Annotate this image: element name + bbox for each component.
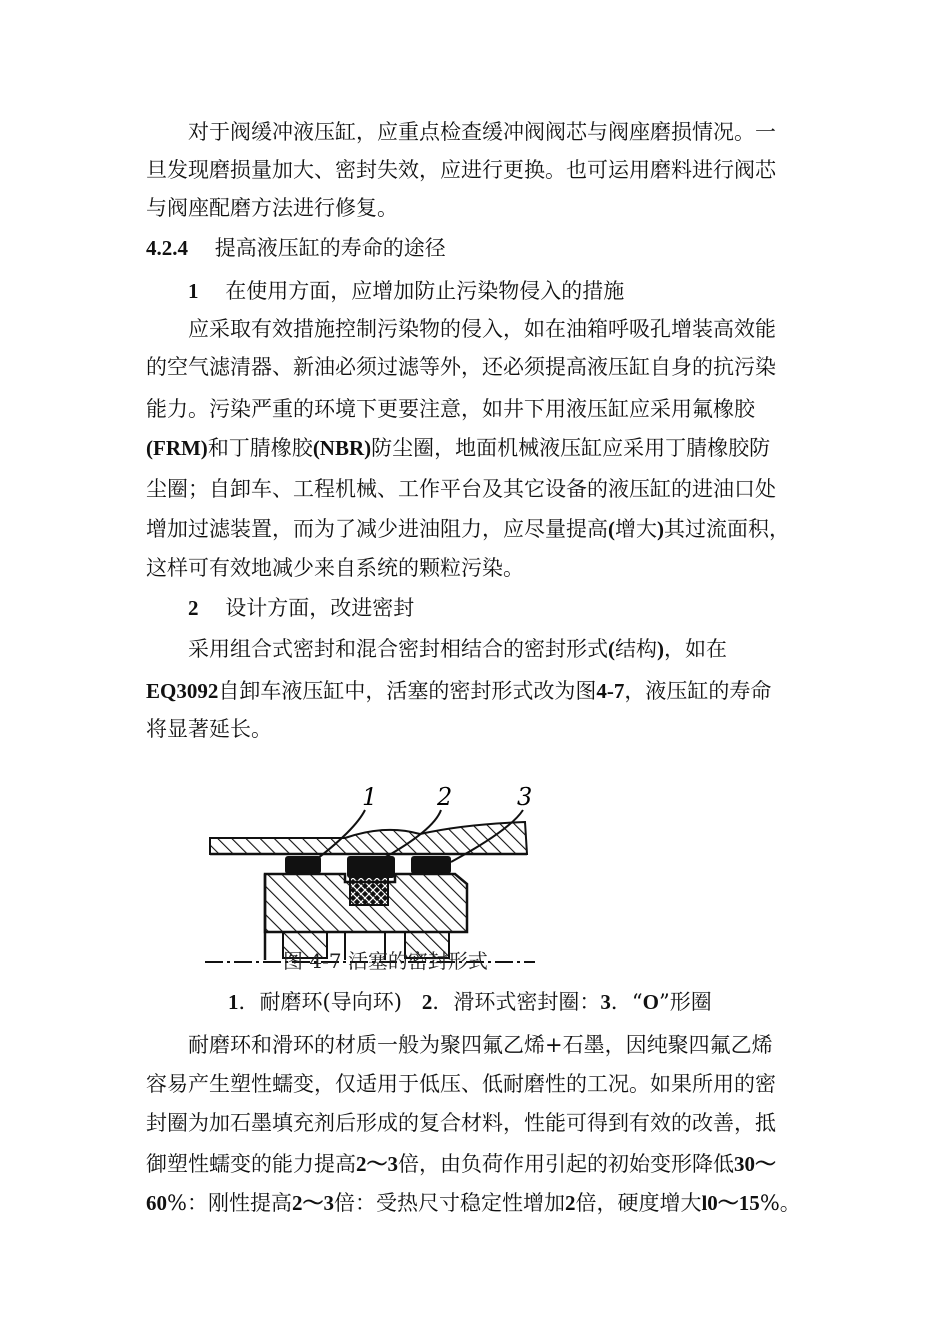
paragraph-line	[146, 678, 811, 704]
inline-text: ，如在	[664, 637, 727, 661]
paragraph-line: 与阀座配磨方法进行修复。	[146, 196, 398, 220]
caption-text: ．滑环式密封圈：	[432, 990, 601, 1014]
inline-bold: EQ3092	[146, 679, 219, 703]
paragraph-line: 这样可有效地减少来自系统的颗粒污染。	[146, 556, 524, 580]
paragraph-line: 对于阀缓冲液压缸，应重点检查缓冲阀阀芯与阀座磨损情况。一	[188, 120, 776, 144]
paragraph-line: 应采取有效措施控制污染物的侵入，如在油箱呼吸孔增装高效能	[188, 317, 776, 341]
inline-text: 御塑性蠕变的能力提高	[146, 1152, 356, 1176]
caption-text: ”形圈	[659, 990, 712, 1014]
inline-bold: l0～15	[701, 1191, 760, 1215]
inline-text: 其过流面积，	[664, 517, 790, 541]
item-heading-2	[188, 595, 853, 621]
inline-text: 和丁腈橡胶	[207, 436, 313, 460]
paragraph-line: 封圈为加石墨填充剂后形成的复合材料，性能可得到有效的改善，抵	[146, 1111, 776, 1135]
caption-num: 1	[228, 990, 239, 1014]
figure-label-2: 2	[437, 783, 453, 811]
inline-text: 倍，硬度增大	[575, 1191, 702, 1215]
inline-text: ，液压缸的寿命	[624, 679, 772, 703]
paragraph-line: 容易产生塑性蠕变，仅适用于低压、低耐磨性的工况。如果所用的密	[146, 1072, 776, 1096]
paragraph-line: 尘圈；自卸车、工程机械、工作平台及其它设备的液压缸的进油口处	[146, 477, 776, 501]
item-number: 1	[188, 279, 199, 303]
inline-text: %：刚性提高	[167, 1191, 292, 1215]
paragraph-line	[146, 435, 811, 461]
paragraph-line: 耐磨环和滑环的材质一般为聚四氟乙烯+石墨，因纯聚四氟乙烯	[188, 1033, 773, 1057]
item-heading-1	[188, 278, 853, 304]
inline-text: 防尘圈，地面机械液压缸应采用丁腈橡胶防	[371, 436, 771, 460]
seal-figure	[205, 770, 540, 982]
inline-bold: )	[657, 637, 664, 661]
caption-num: 3	[600, 990, 611, 1014]
paragraph-line: 能力。污染严重的环境下更要注意，如井下用液压缸应采用氟橡胶	[146, 397, 755, 421]
figure-label-3: 3	[517, 783, 533, 811]
inline-bold: 2～3	[356, 1152, 398, 1176]
inline-bold: (	[608, 517, 615, 541]
inline-bold: 30～	[734, 1152, 776, 1176]
inline-text: 增加过滤装置，而为了减少进油阻力，应尽量提高	[146, 517, 608, 541]
paragraph-line: 将显著延长。	[146, 717, 272, 741]
inline-text: 增大	[615, 517, 657, 541]
paragraph-line	[146, 1190, 811, 1216]
seal-drawing	[205, 770, 540, 982]
inline-bold: (	[608, 637, 615, 661]
inline-text: %。	[759, 1191, 801, 1215]
figure-title: 图 4-7 活塞的密封形式	[283, 949, 488, 973]
item-number: 2	[188, 596, 199, 620]
paragraph-line	[146, 1151, 811, 1177]
caption-num: O	[642, 990, 660, 1014]
caption-text: ．“	[610, 990, 643, 1014]
inline-bold: 60	[146, 1191, 167, 1215]
inline-bold: 2	[564, 1191, 576, 1215]
inline-text: 倍：受热尺寸稳定性增加	[333, 1191, 565, 1215]
paragraph-line: 的空气滤清器、新油必须过滤等外，还必须提高液压缸自身的抗污染	[146, 355, 776, 379]
caption-text: ．耐磨环(导向环)	[238, 990, 402, 1014]
inline-bold: (NBR)	[312, 436, 372, 460]
item-title: 在使用方面，应增加防止污染物侵入的措施	[225, 279, 625, 303]
inline-text: 倍，由负荷作用引起的初始变形降低	[398, 1152, 734, 1176]
section-title: 提高液压缸的寿命的途径	[214, 236, 446, 260]
figure-label-1: 1	[362, 783, 378, 811]
inline-text: 自卸车液压缸中，活塞的密封形式改为图	[218, 679, 597, 703]
section-heading	[146, 235, 811, 261]
section-number: 4.2.4	[146, 236, 188, 260]
paragraph-line	[146, 516, 811, 542]
inline-bold: 4-7	[596, 679, 625, 703]
caption-num: 2	[421, 990, 433, 1014]
figure-caption	[228, 989, 712, 1015]
inline-text: 结构	[615, 637, 657, 661]
paragraph-line	[188, 636, 853, 662]
paragraph-line: 旦发现磨损量加大、密封失效，应进行更换。也可运用磨料进行阀芯	[146, 158, 776, 182]
inline-bold: (FRM)	[146, 436, 208, 460]
inline-text: 采用组合式密封和混合密封相结合的密封形式	[188, 637, 608, 661]
inline-bold: 2～3	[291, 1191, 334, 1215]
inline-bold: )	[657, 517, 664, 541]
item-title: 设计方面，改进密封	[225, 596, 415, 620]
